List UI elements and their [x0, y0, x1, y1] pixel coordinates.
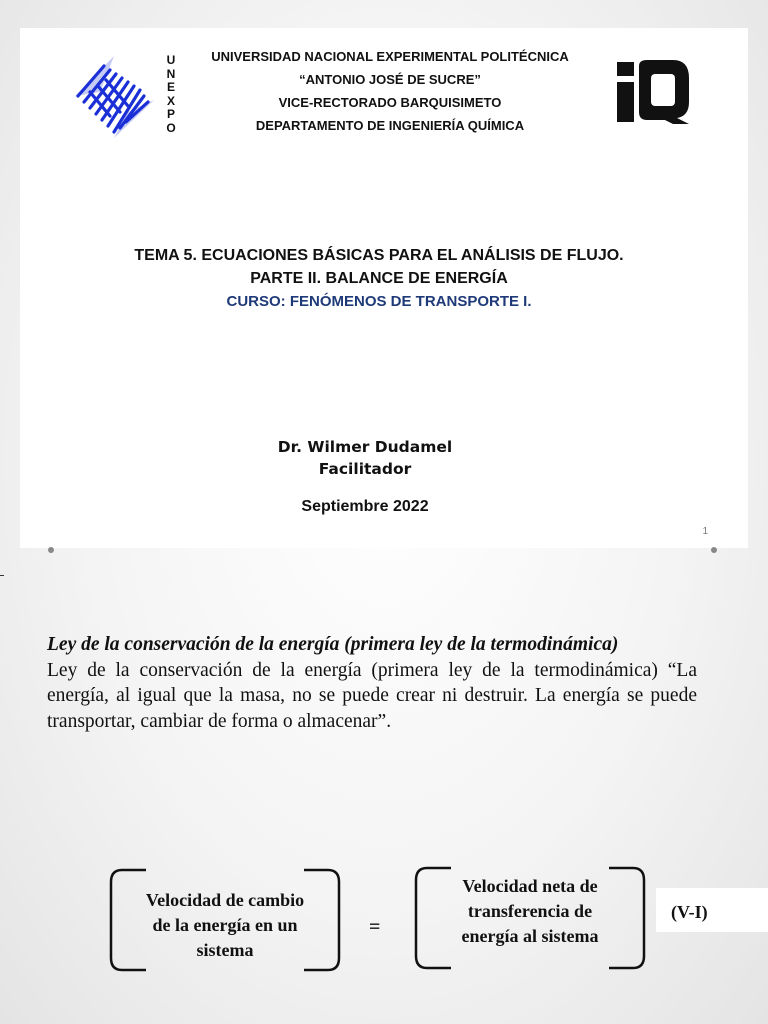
title-line-1: TEMA 5. ECUACIONES BÁSICAS PARA EL ANÁLISIS DE FLUJO. — [134, 247, 624, 264]
equation-left-term — [108, 868, 342, 972]
header-line-university: UNIVERSIDAD NACIONAL EXPERIMENTAL POLITÉCNICA — [211, 49, 569, 64]
iq-logo-icon — [615, 58, 695, 124]
author-name: Dr. Wilmer Dudamel — [277, 438, 453, 456]
law-heading: Ley de la conservación de la energía (primera ley de la termodinámica) — [47, 634, 619, 655]
slide-separator-mark — [0, 575, 4, 576]
institution-header — [190, 45, 590, 137]
right-term-line: transferencia de — [467, 901, 593, 921]
equation-label: (V-I) — [671, 902, 708, 922]
course-name: CURSO: FENÓMENOS DE TRANSPORTE I. — [226, 293, 532, 310]
header-line-department: DEPARTAMENTO DE INGENIERÍA QUÍMICA — [255, 118, 525, 133]
title-slide — [20, 28, 748, 548]
header-line-name: “ANTONIO JOSÉ DE SUCRE” — [299, 72, 481, 87]
slide-title — [20, 244, 738, 290]
unexpo-letter: E — [166, 80, 175, 94]
unexpo-letter: N — [166, 66, 176, 81]
page-number: 1 — [702, 526, 708, 537]
title-line-2: PARTE II. BALANCE DE ENERGÍA — [250, 270, 508, 287]
energy-law-text — [47, 632, 697, 734]
presentation-date: Septiembre 2022 — [301, 498, 429, 515]
left-term-line: sistema — [196, 940, 254, 960]
equals-sign: = — [369, 916, 381, 938]
left-term-text — [108, 888, 342, 963]
unexpo-letter: U — [166, 53, 176, 67]
unexpo-logo-icon — [70, 52, 160, 142]
unexpo-wordmark — [162, 54, 180, 135]
equation-right-term — [413, 866, 647, 970]
header-line-vicerectorado: VICE-RECTORADO BARQUISIMETO — [278, 95, 502, 110]
slide-corner-dot-left — [48, 547, 54, 553]
left-term-line: de la energía en un — [152, 915, 298, 935]
right-term-line: energía al sistema — [461, 926, 599, 946]
unexpo-letter: P — [166, 107, 175, 121]
left-term-line: Velocidad de cambio — [145, 890, 305, 910]
unexpo-letter: X — [166, 93, 175, 108]
author-block — [20, 436, 710, 480]
unexpo-letter: O — [166, 120, 176, 135]
right-term-text — [413, 874, 647, 949]
slide-corner-dot-right — [711, 547, 717, 553]
right-term-line: Velocidad neta de — [462, 876, 598, 896]
law-body: Ley de la conservación de la energía (primera ley de la termodinámica) “La energía, al igual que la masa, no se puede crear ni destruir. La energía se puede transportar, cambiar de forma o almacenar”. — [47, 659, 697, 732]
author-role: Facilitador — [318, 460, 412, 478]
